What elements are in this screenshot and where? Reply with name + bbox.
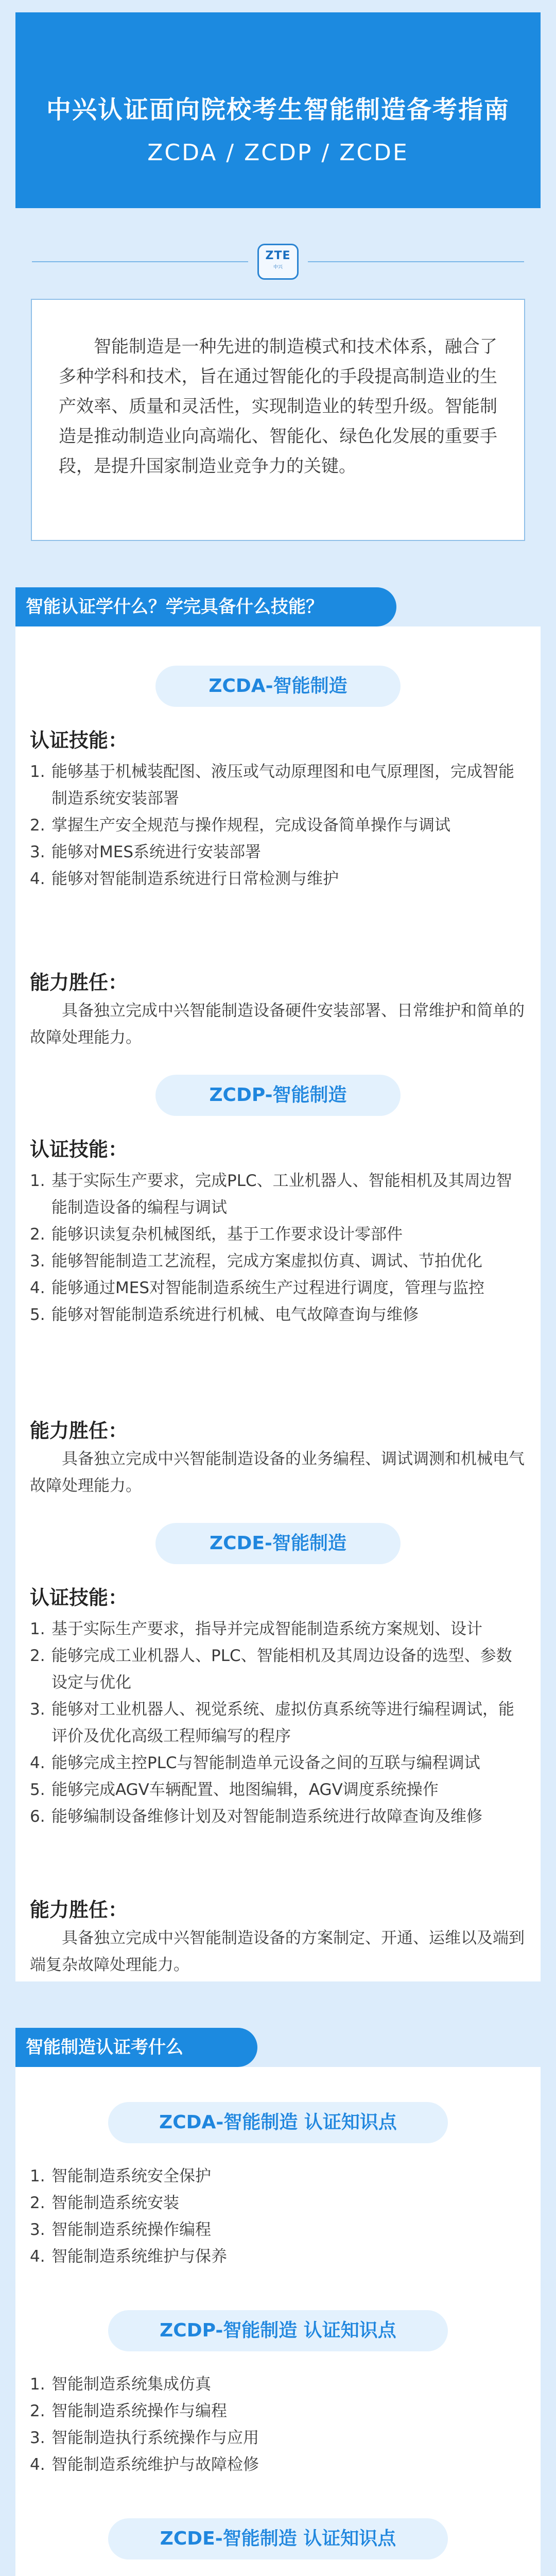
list-item: 1. 能够基于机械装配图、液压或气动原理图和电气原理图，完成智能制造系统安装部署 — [30, 762, 514, 808]
zcda-skill-list — [30, 758, 526, 892]
zcde-ability-text: 具备独立完成中兴智能制造设备的方案制定、开通、运维以及端到端复杂故障处理能力。 — [30, 1929, 525, 1974]
skills-label: 认证技能： — [30, 1138, 128, 1161]
skills-label: 认证技能： — [30, 1586, 128, 1609]
list-item: 3. 能够对工业机器人、视觉系统、虚拟仿真系统等进行编程调试，能评价及优化高级工程师编写的程序 — [30, 1700, 514, 1745]
section-card-learn — [15, 626, 541, 1981]
list-item: 4. 智能制造系统维护与故障检修 — [30, 2455, 259, 2474]
skills-label: 认证技能： — [30, 729, 128, 752]
section-card-exam-content — [15, 2067, 541, 2576]
zcdp-knowledge-list — [30, 2371, 526, 2478]
pill-zcde: ZCDE-智能制造 — [155, 1523, 401, 1564]
divider-line-left — [32, 261, 248, 262]
list-item: 4. 智能制造系统维护与保养 — [30, 2247, 227, 2266]
intro-text: 智能制造是一种先进的制造模式和技术体系，融合了多种学科和技术，旨在通过智能化的手段提高制造业的生产效率、质量和灵活性，实现制造业的转型升级。智能制造是推动制造业向高端化、智能化、绿色化发展的重要手段，是提升国家制造业竞争力的关键。 — [59, 336, 497, 477]
zcde-skill-list — [30, 1616, 526, 1830]
pill-zcde-knowledge: ZCDE-智能制造 认证知识点 — [108, 2518, 448, 2560]
divider-line-right — [308, 261, 524, 262]
pill-zcdp: ZCDP-智能制造 — [155, 1075, 401, 1116]
page-subtitle: ZCDA / ZCDP / ZCDE — [147, 140, 409, 166]
logo-divider — [0, 240, 556, 281]
list-item: 1. 基于实际生产要求，完成PLC、工业机器人、智能相机及其周边智能制造设备的编程与调试 — [30, 1172, 512, 1217]
header-banner — [15, 12, 541, 208]
zcda-ability-text: 具备独立完成中兴智能制造设备硬件安装部署、日常维护和简单的故障处理能力。 — [30, 1002, 525, 1047]
list-item: 4. 能够对智能制造系统进行日常检测与维护 — [30, 870, 339, 888]
ability-label: 能力胜任： — [30, 971, 128, 994]
pill-zcda: ZCDA-智能制造 — [155, 666, 401, 707]
list-item: 4. 能够通过MES对智能制造系统生产过程进行调度，管理与监控 — [30, 1279, 485, 1297]
section-heading-learn: 智能认证学什么？学完具备什么技能？ — [15, 587, 396, 626]
page-title: 中兴认证面向院校考生智能制造备考指南 — [46, 95, 510, 124]
list-item: 3. 智能制造系统操作编程 — [30, 2221, 211, 2239]
list-item: 2. 掌握生产安全规范与操作规程，完成设备简单操作与调试 — [30, 816, 450, 835]
pill-zcdp-knowledge: ZCDP-智能制造 认证知识点 — [108, 2310, 448, 2351]
list-item: 2. 能够完成工业机器人、PLC、智能相机及其周边设备的选型、参数设定与优化 — [30, 1647, 512, 1692]
list-item: 3. 智能制造执行系统操作与应用 — [30, 2429, 259, 2447]
pill-zcda-knowledge: ZCDA-智能制造 认证知识点 — [108, 2102, 448, 2143]
ability-label: 能力胜任： — [30, 1899, 128, 1921]
list-item: 4. 能够完成主控PLC与智能制造单元设备之间的互联与编程调试 — [30, 1754, 480, 1772]
section-heading-exam-content: 智能制造认证考什么 — [15, 2028, 257, 2067]
list-item: 5. 能够完成AGV车辆配置、地图编辑，AGV调度系统操作 — [30, 1781, 439, 1799]
list-item: 2. 能够识读复杂机械图纸，基于工作要求设计零部件 — [30, 1225, 403, 1244]
list-item: 5. 能够对智能制造系统进行机械、电气故障查询与维修 — [30, 1306, 419, 1324]
ability-label: 能力胜任： — [30, 1419, 128, 1442]
zcda-knowledge-list — [30, 2163, 526, 2270]
list-item: 1. 智能制造系统安全保护 — [30, 2167, 211, 2185]
zcdp-skill-list — [30, 1167, 526, 1328]
zte-logo-icon: ZTE 中兴 — [257, 244, 299, 280]
zcdp-ability-text: 具备独立完成中兴智能制造设备的业务编程、调试调测和机械电气故障处理能力。 — [30, 1450, 525, 1495]
list-item: 1. 基于实际生产要求，指导并完成智能制造系统方案规划、设计 — [30, 1620, 482, 1638]
list-item: 1. 智能制造系统集成仿真 — [30, 2375, 211, 2394]
list-item: 3. 能够对MES系统进行安装部署 — [30, 843, 262, 861]
list-item: 6. 能够编制设备维修计划及对智能制造系统进行故障查询及维修 — [30, 1807, 482, 1826]
list-item: 2. 智能制造系统操作与编程 — [30, 2402, 227, 2420]
list-item: 2. 智能制造系统安装 — [30, 2194, 179, 2212]
list-item: 3. 能够智能制造工艺流程，完成方案虚拟仿真、调试、节拍优化 — [30, 1252, 482, 1270]
intro-box — [31, 299, 525, 541]
